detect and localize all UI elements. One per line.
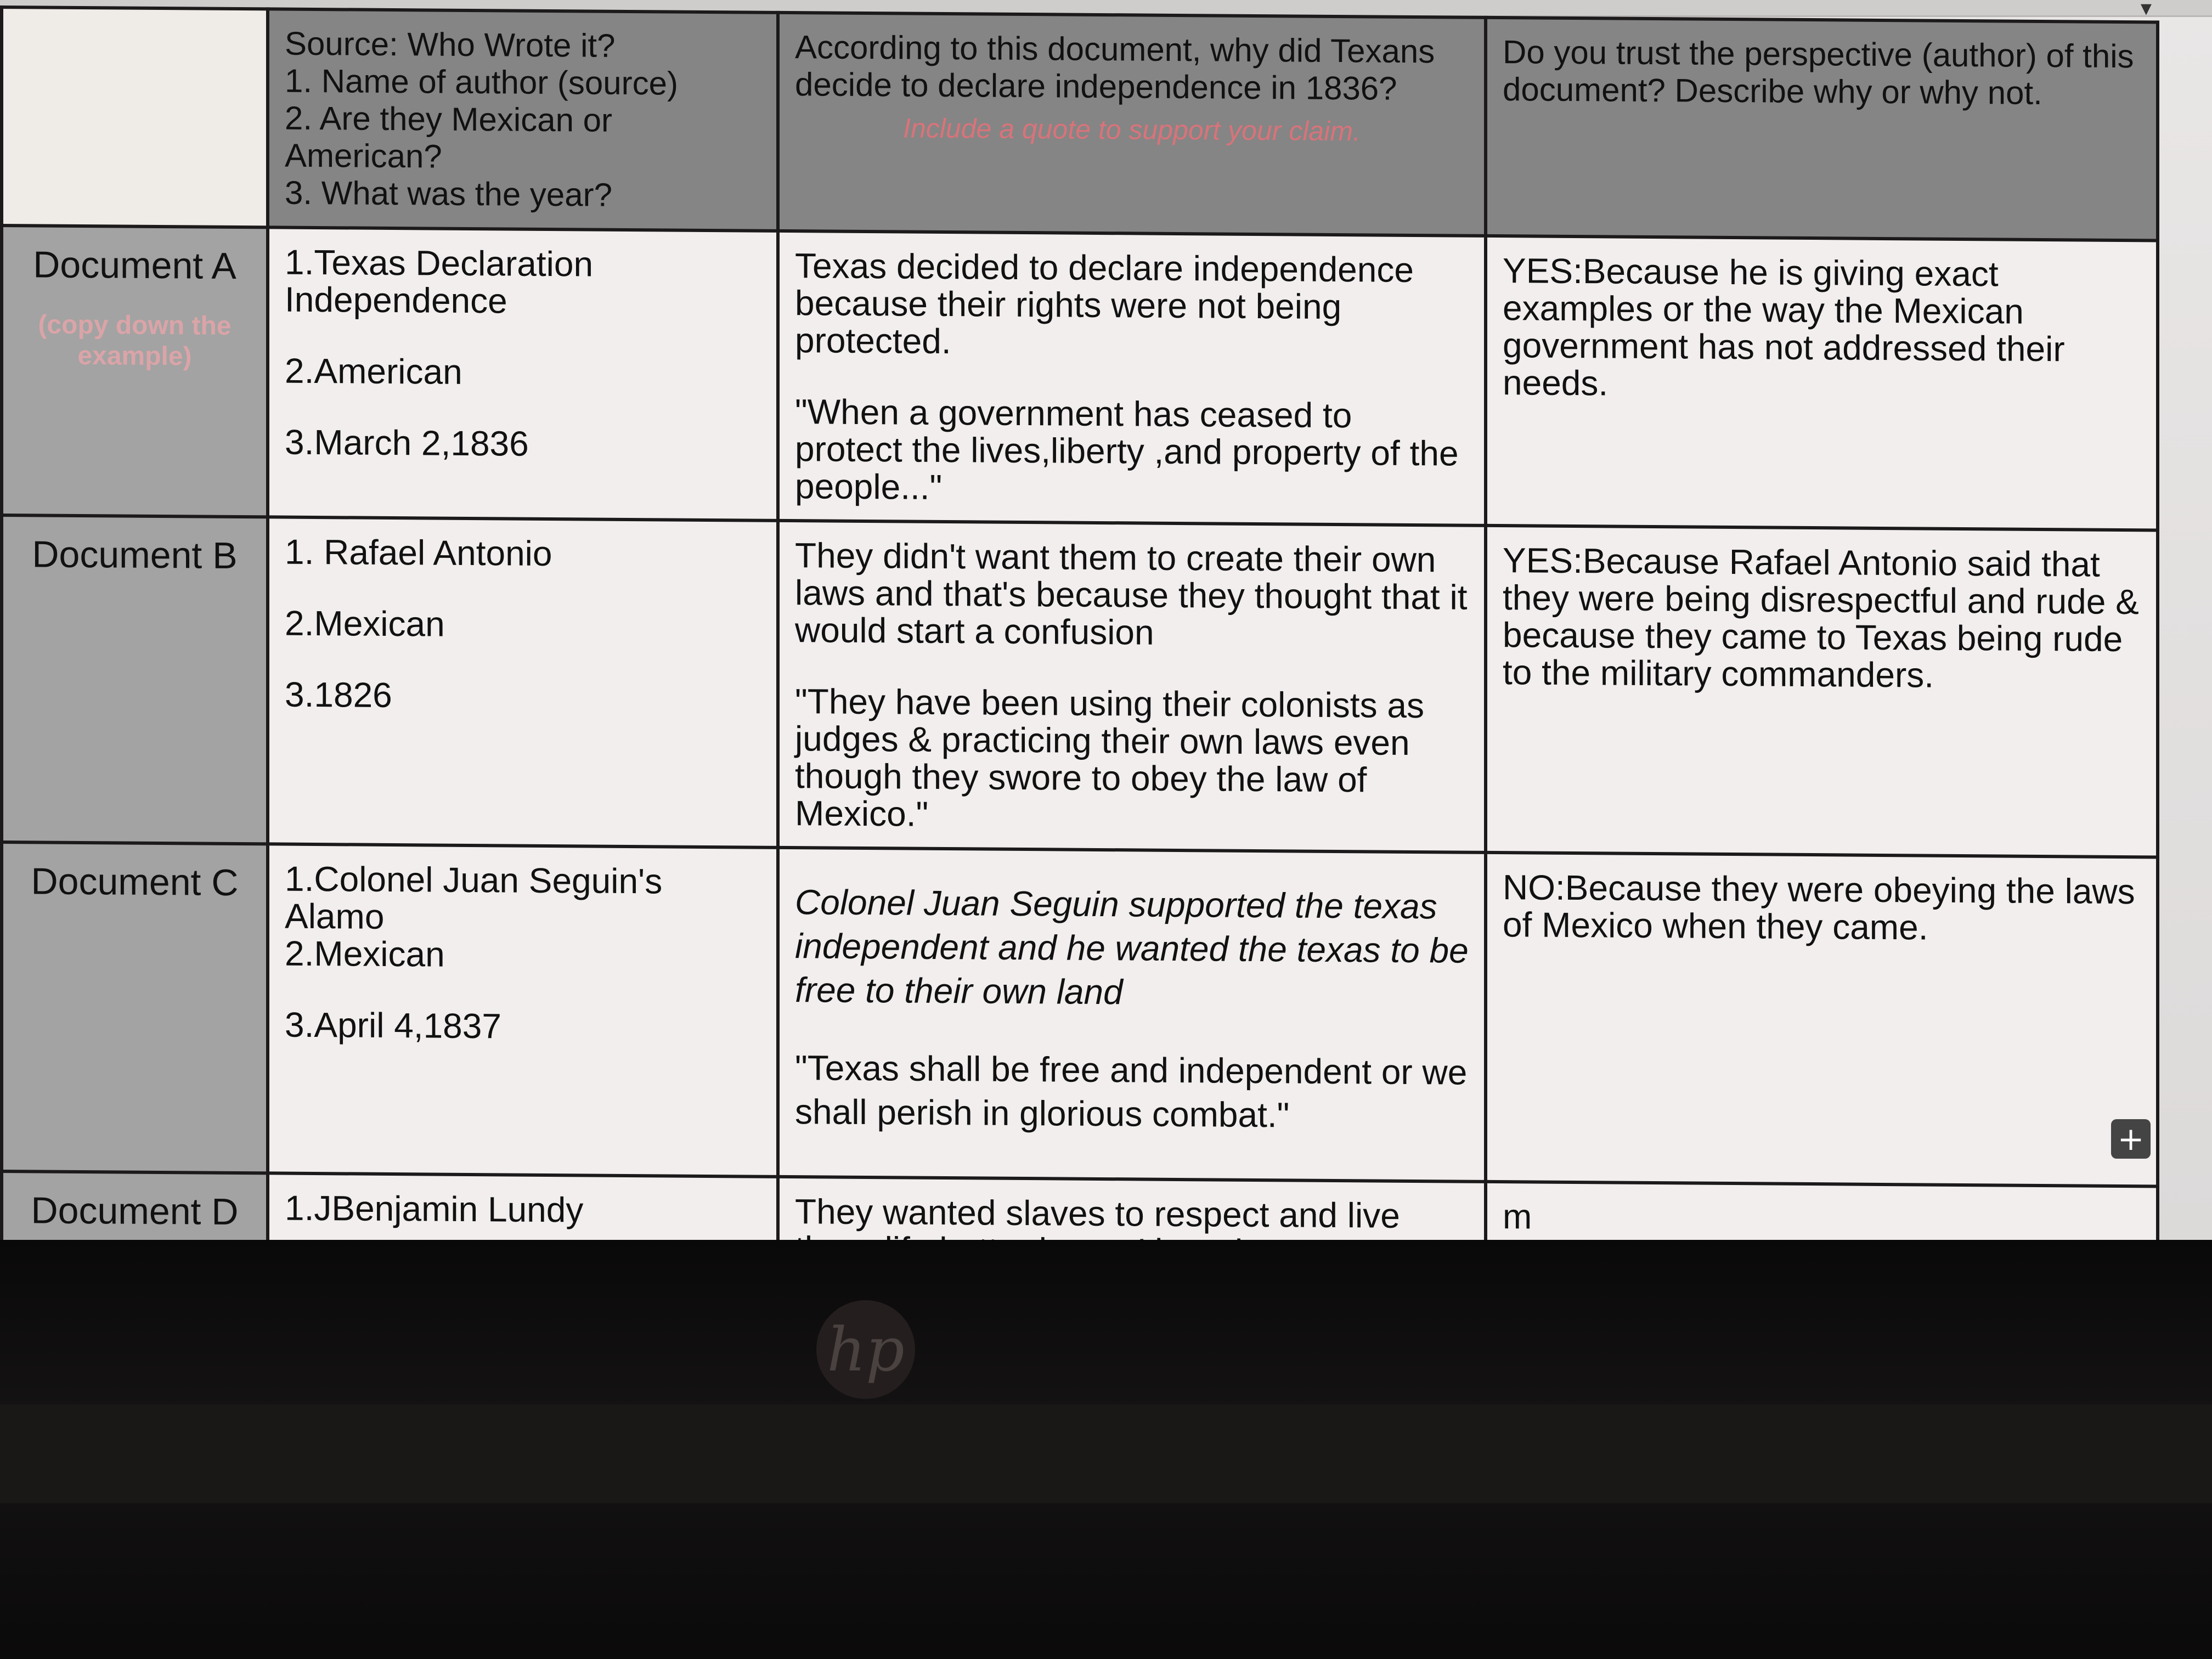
- source-nationality: 2.American: [285, 351, 462, 392]
- header-why-cell[interactable]: [778, 13, 1486, 236]
- source-author: 1.JBenjamin Lundy: [285, 1188, 584, 1230]
- document-label: Document D: [31, 1189, 239, 1233]
- why-text: They didn't want them to create their own laws and that's because they thought that it would start a confusion: [795, 535, 1468, 652]
- table-row-document-c: [2, 842, 2158, 1186]
- source-cell[interactable]: [268, 517, 778, 847]
- source-year: 3.1826: [285, 674, 392, 715]
- why-quote: "When a government has ceased to protect the lives,liberty ,and property of the people...": [795, 392, 1459, 507]
- header-trust-cell[interactable]: [1486, 18, 2158, 241]
- header-source-cell[interactable]: [268, 9, 778, 230]
- hp-logo: hp: [816, 1300, 915, 1399]
- source-nationality: 2.Mexican: [285, 603, 445, 644]
- trust-cell[interactable]: [1486, 526, 2158, 857]
- trust-text: YES:Because he is giving exact examples or the way the Mexican government has not addressed their needs.: [1503, 251, 2065, 403]
- why-quote: "Texas shall be free and independent or we shall perish in glorious combat.": [795, 1048, 1468, 1135]
- trust-text: NO:Because they were obeying the laws of Mexico when they came.: [1503, 867, 2135, 947]
- source-year: 3.March 2,1836: [285, 422, 529, 464]
- document-label-cell[interactable]: [2, 842, 268, 1173]
- header-why-note: Include a quote to support your claim.: [903, 112, 1361, 147]
- document-label-cell[interactable]: [2, 225, 268, 517]
- header-source-title: Source: Who Wrote it?: [285, 25, 616, 64]
- source-author: 1.Texas Declaration Independence: [285, 242, 594, 321]
- source-year: 3.April 4,1837: [285, 1005, 501, 1046]
- why-cell[interactable]: [778, 231, 1486, 526]
- trust-text: m: [1503, 1197, 1532, 1237]
- header-source-item: 1. Name of author (source): [285, 62, 678, 102]
- trust-cell[interactable]: [1486, 853, 2158, 1187]
- why-cell[interactable]: [778, 521, 1486, 853]
- source-author: 1. Rafael Antonio: [285, 532, 552, 574]
- header-trust-title: Do you trust the perspective (author) of this document? Describe why or why not.: [1503, 33, 2134, 111]
- source-nationality: 2.Mexican: [285, 933, 445, 974]
- source-cell[interactable]: [268, 227, 778, 520]
- document-label-cell[interactable]: [2, 515, 268, 844]
- why-text: Colonel Juan Seguin supported the texas independent and he wanted the texas to be free to their own land: [795, 882, 1469, 1012]
- table-row-document-b: [2, 515, 2158, 857]
- trust-cell[interactable]: [1486, 236, 2158, 531]
- header-why-title: According to this document, why did Texans decide to declare independence in 1836?: [795, 29, 1435, 107]
- header-row: [2, 7, 2158, 240]
- document-table-wrapper: [0, 5, 2156, 1249]
- trust-text: YES:Because Rafael Antonio said that they were being disrespectful and rude & because they came to Texas being rude to the military commanders.: [1503, 540, 2139, 695]
- document-label: Document C: [31, 860, 239, 904]
- add-comment-button[interactable]: +: [2111, 1119, 2151, 1159]
- table-row-document-a: [2, 225, 2158, 530]
- source-author: 1.Colonel Juan Seguin's Alamo: [285, 859, 663, 936]
- header-corner-cell[interactable]: [2, 7, 268, 227]
- dropdown-arrow-icon[interactable]: ▾: [2140, 0, 2152, 21]
- document-sublabel: (copy down the example): [38, 310, 232, 371]
- source-cell[interactable]: [268, 844, 778, 1176]
- document-label: Document B: [32, 533, 238, 577]
- why-quote: "They have been using their colonists as judges & practicing their own laws even though they swore to obey the law of Mexico.": [795, 681, 1424, 834]
- why-cell[interactable]: [778, 848, 1486, 1182]
- laptop-hinge: [0, 1404, 2212, 1503]
- header-source-item: 2. Are they Mexican or American?: [285, 99, 612, 175]
- header-source-item: 3. What was the year?: [285, 174, 612, 213]
- why-text: They wanted slaves to respect and live: [795, 1192, 1400, 1235]
- document-label: Document A: [33, 244, 236, 287]
- why-text: Texas decided to declare independence because their rights were not being protected.: [795, 246, 1414, 362]
- document-analysis-table: [0, 5, 2159, 1341]
